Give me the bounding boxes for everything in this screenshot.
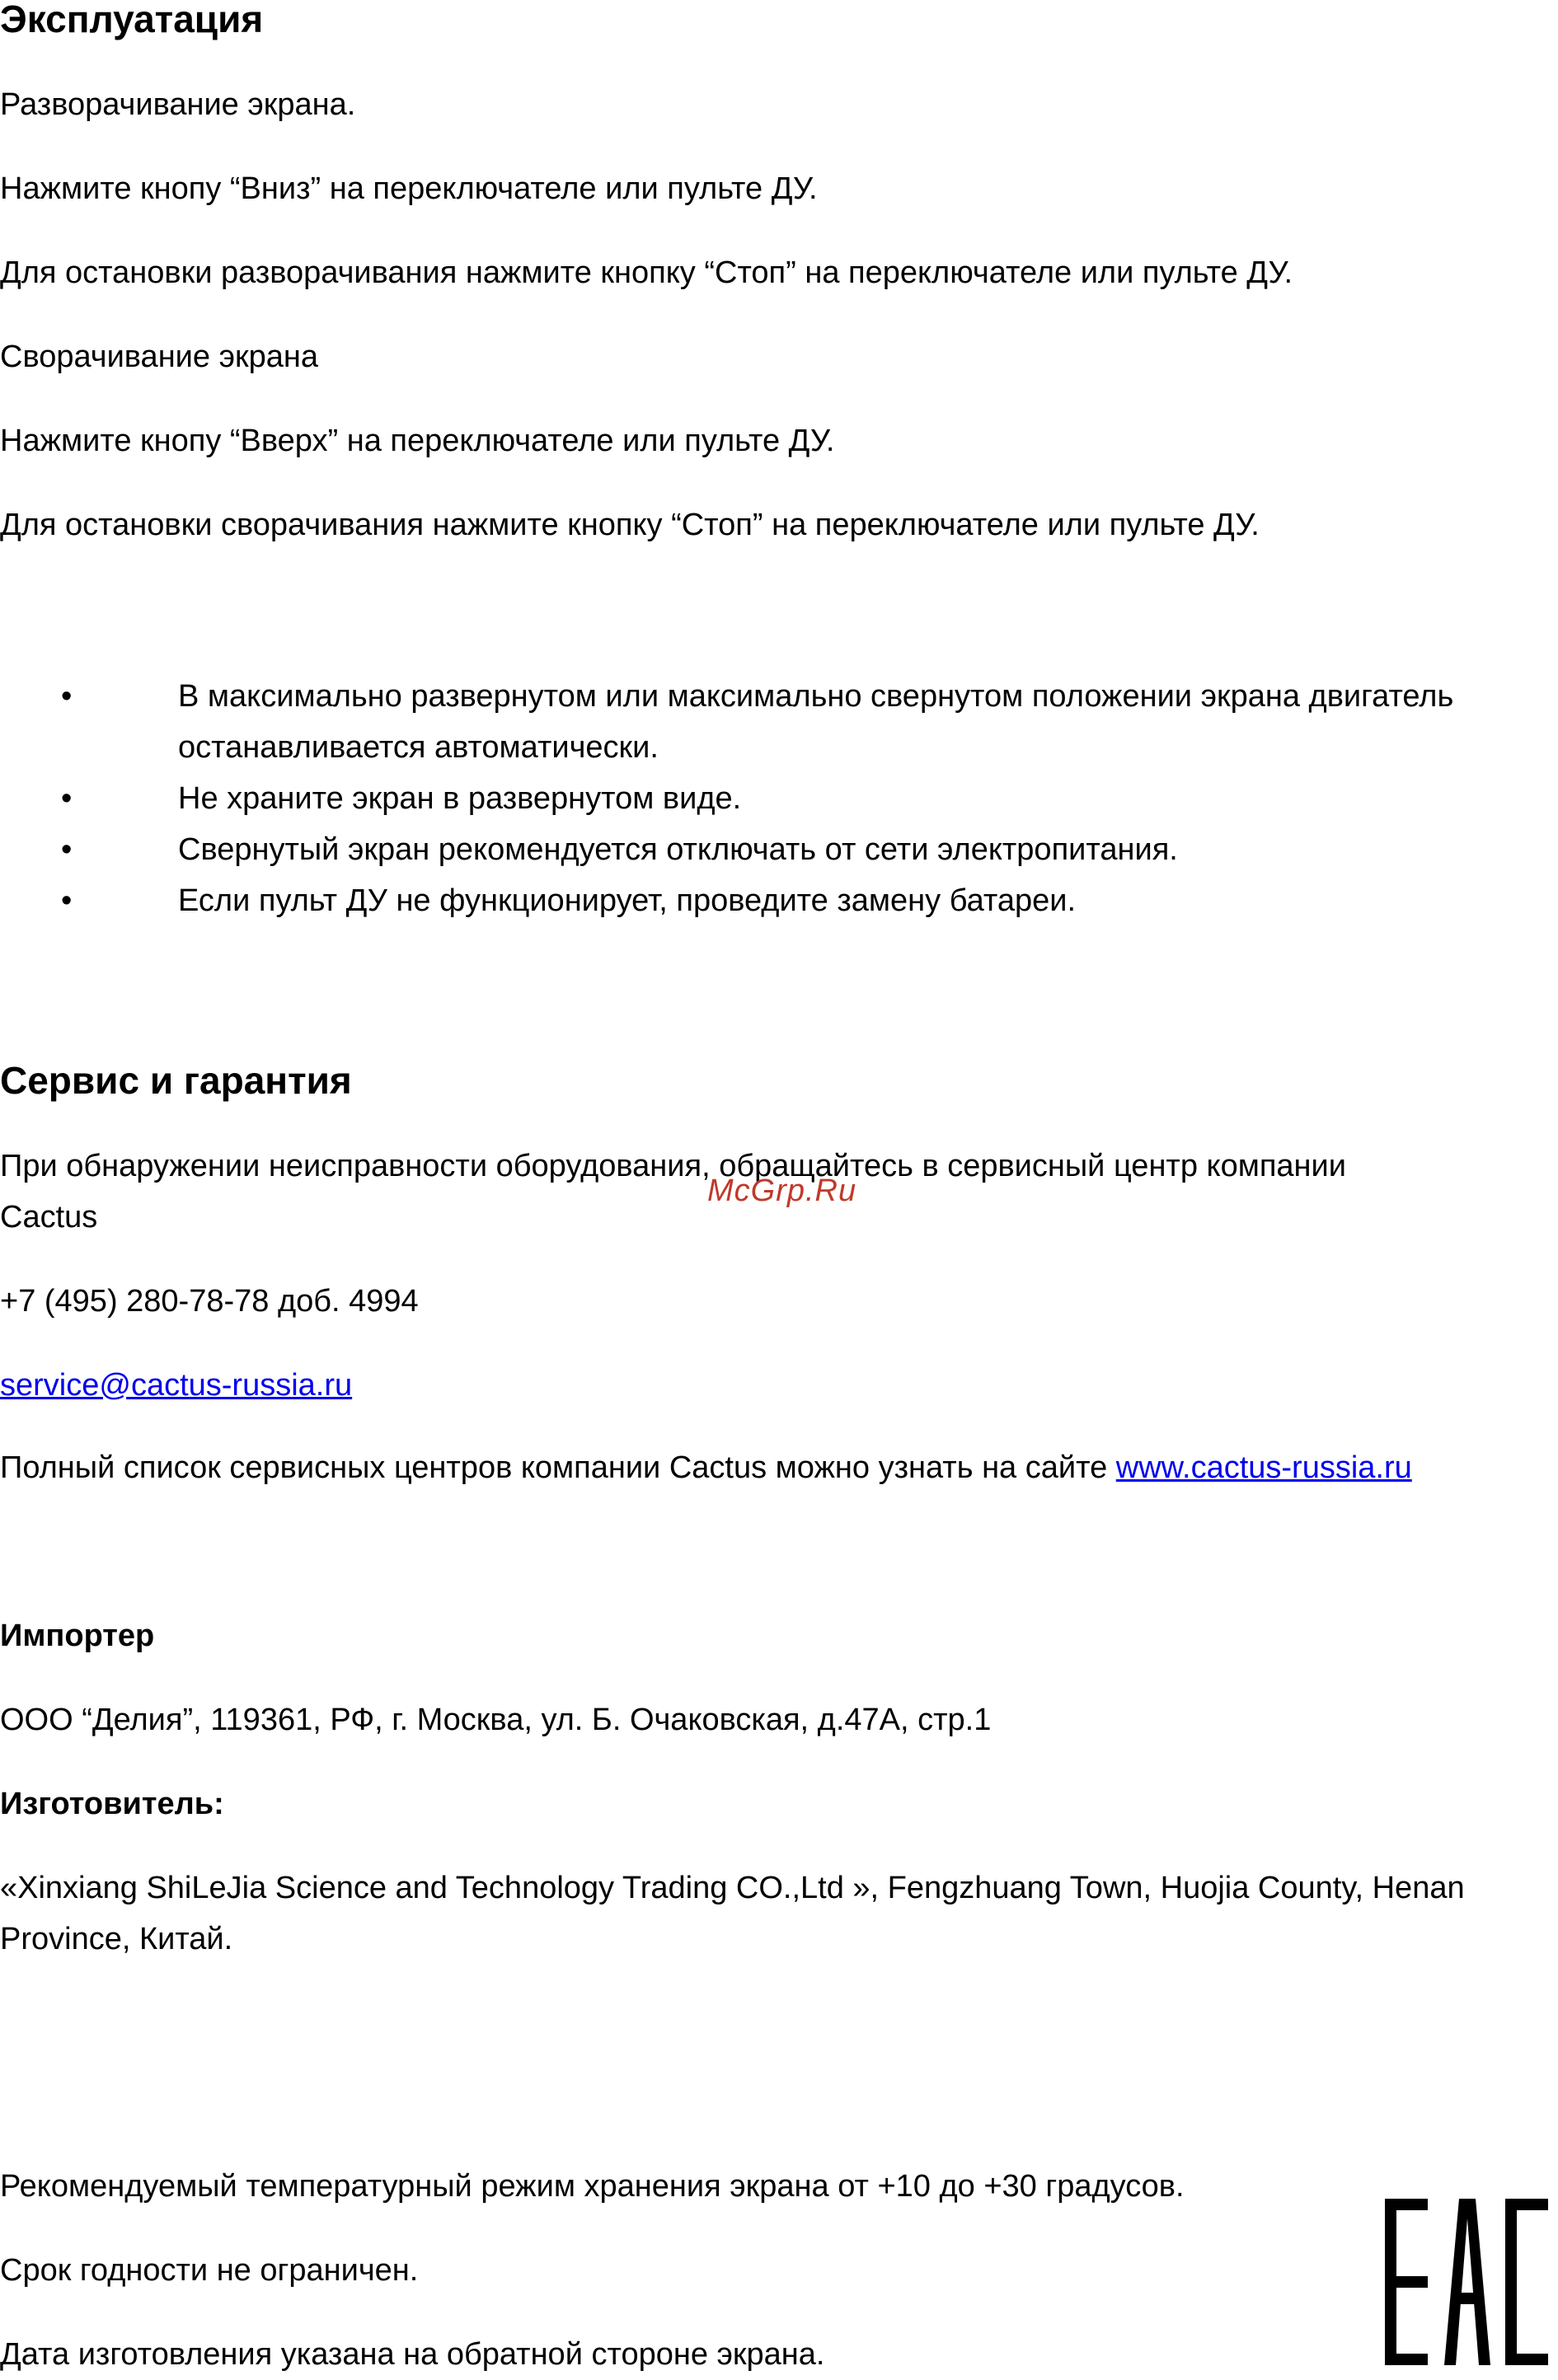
service-phone: +7 (495) 280-78-78 доб. 4994 (0, 1284, 419, 1319)
list-item: В максимально развернутом или максимально свернутом положении экрана двигатель (178, 679, 1454, 714)
section-heading-importer: Импортер (0, 1619, 155, 1653)
paragraph-service-contact-cont: Cactus (0, 1200, 98, 1235)
list-item: Если пульт ДУ не функционирует, проведите замену батареи. (178, 883, 1077, 918)
importer-address: ООО “Делия”, 119361, РФ, г. Москва, ул. Б. Очаковская, д.47А, стр.1 (0, 1703, 992, 1737)
bullet-marker: • (61, 832, 73, 867)
paragraph-unroll-stop: Для остановки разворачивания нажмите кнопку “Стоп” на переключателе или пульте ДУ. (0, 255, 1293, 290)
paragraph-service-contact: При обнаружении неисправности оборудования, обращайтесь в сервисный центр компании (0, 1149, 1346, 1183)
manufacturer-address-cont: Province, Китай. (0, 1922, 233, 1956)
service-email-line (0, 1360, 352, 1411)
section-heading-service: Сервис и гарантия (0, 1059, 352, 1102)
shelf-life: Срок годности не ограничен. (0, 2253, 419, 2288)
service-list-text: Полный список сервисных центров компании Cactus можно узнать на сайте (0, 1450, 1116, 1485)
paragraph-roll-press: Нажмите кнопу “Вверх” на переключателе или пульте ДУ. (0, 424, 835, 458)
service-email-link[interactable]: service@cactus-russia.ru (0, 1368, 353, 1403)
list-item-continuation: останавливается автоматически. (178, 730, 659, 765)
service-site-link[interactable]: www.cactus-russia.ru (1115, 1450, 1412, 1485)
manufacture-date: Дата изготовления указана на обратной стороне экрана. (0, 2337, 825, 2372)
storage-temperature: Рекомендуемый температурный режим хранения экрана от +10 до +30 градусов. (0, 2169, 1185, 2204)
manufacturer-address: «Xinxiang ShiLeJia Science and Technology Trading CO.,Ltd », Fengzhuang Town, Huojia County, Henan (0, 1871, 1465, 1905)
section-heading-manufacturer: Изготовитель: (0, 1787, 224, 1821)
paragraph-unroll-title: Разворачивание экрана. (0, 87, 356, 122)
paragraph-roll-stop: Для остановки сворачивания нажмите кнопку “Стоп” на переключателе или пульте ДУ. (0, 508, 1260, 542)
watermark: McGrp.Ru (707, 1174, 857, 1208)
list-item: Не храните экран в развернутом виде. (178, 781, 742, 816)
paragraph-unroll-press: Нажмите кнопу “Вниз” на переключателе или пульте ДУ. (0, 171, 818, 206)
eac-mark-icon (1382, 2197, 1551, 2367)
section-heading-operation: Эксплуатация (0, 0, 264, 40)
list-item: Свернутый экран рекомендуется отключать от сети электропитания. (178, 832, 1178, 867)
paragraph-roll-title: Сворачивание экрана (0, 340, 318, 374)
bullet-marker: • (61, 883, 73, 918)
paragraph-service-list (0, 1442, 1412, 1493)
bullet-marker: • (61, 781, 73, 816)
bullet-marker: • (61, 679, 73, 714)
